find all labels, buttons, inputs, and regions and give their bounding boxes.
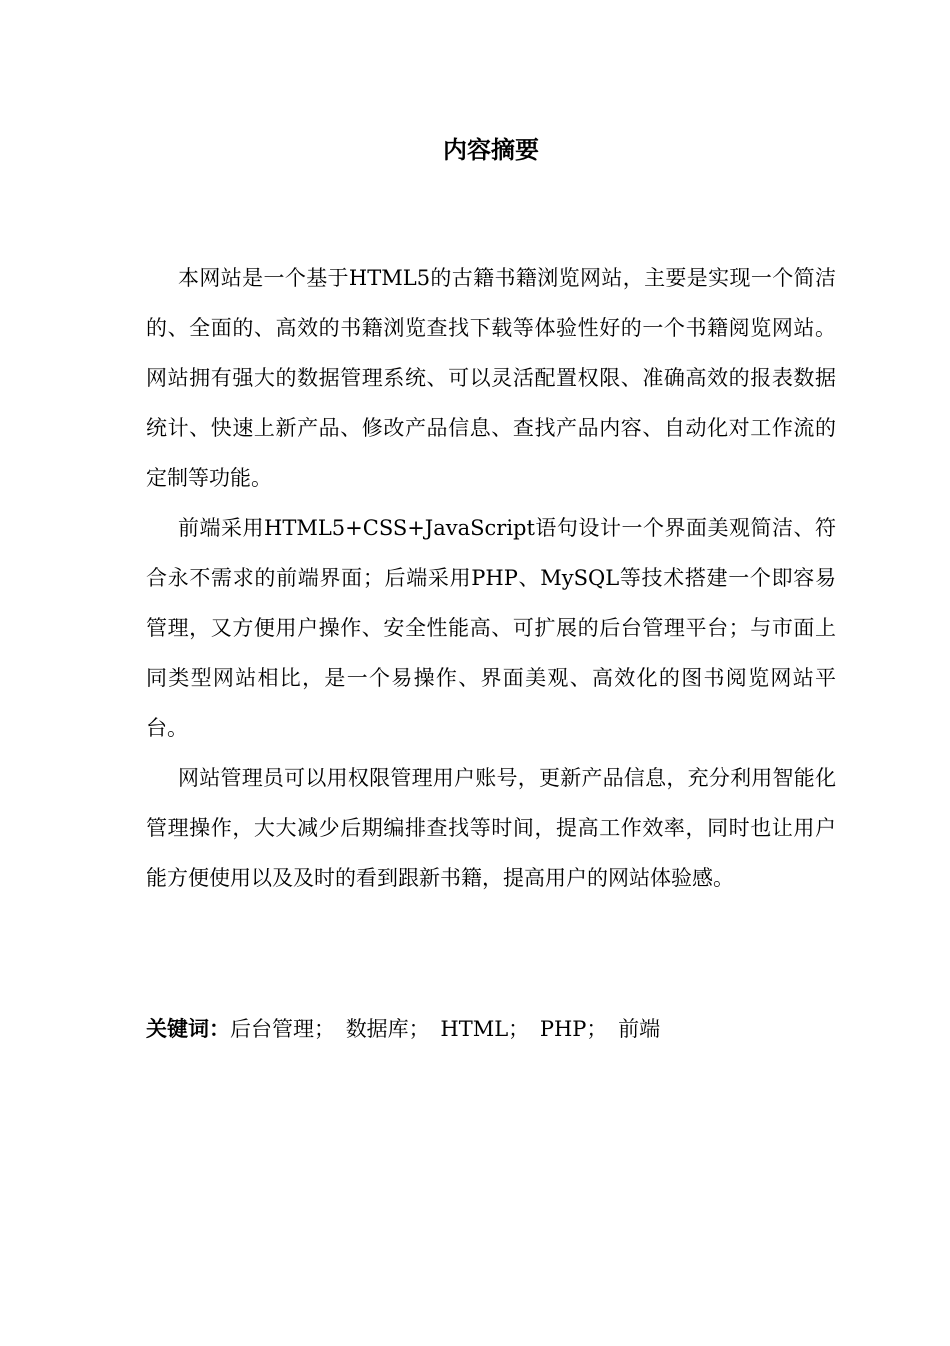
keywords-line [146,1004,836,1054]
abstract-body [146,253,836,903]
abstract-paragraph-2: 前端采用HTML5+CSS+JavaScript语句设计一个界面美观简洁、符合永不需求的前端界面；后端采用PHP、MySQL等技术搭建一个即容易管理，又方便用户操作、安全性能高、可扩展的后台管理平台；与市面上同类型网站相比，是一个易操作、界面美观、高效化的图书阅览网站平台。 [146,516,836,740]
keyword-item: 数据库； [345,1017,430,1041]
abstract-paragraph-3: 网站管理员可以用权限管理用户账号，更新产品信息，充分利用智能化管理操作，大大减少后期编排查找等时间，提高工作效率，同时也让用户能方便使用以及及时的看到跟新书籍，提高用户的网站体验感。 [146,766,836,890]
keyword-item: 前端 [618,1017,661,1041]
keywords-label: 关键词： [146,1017,230,1041]
keyword-item: HTML； [440,1017,530,1041]
keyword-item: PHP； [539,1017,608,1041]
keyword-item: 后台管理； [230,1017,335,1041]
abstract-paragraph-1: 本网站是一个基于HTML5的古籍书籍浏览网站，主要是实现一个简洁的、全面的、高效的书籍浏览查找下载等体验性好的一个书籍阅览网站。网站拥有强大的数据管理系统、可以灵活配置权限、准确高效的报表数据统计、快速上新产品、修改产品信息、查找产品内容、自动化对工作流的定制等功能。 [146,266,836,490]
page-title: 内容摘要 [443,136,539,164]
